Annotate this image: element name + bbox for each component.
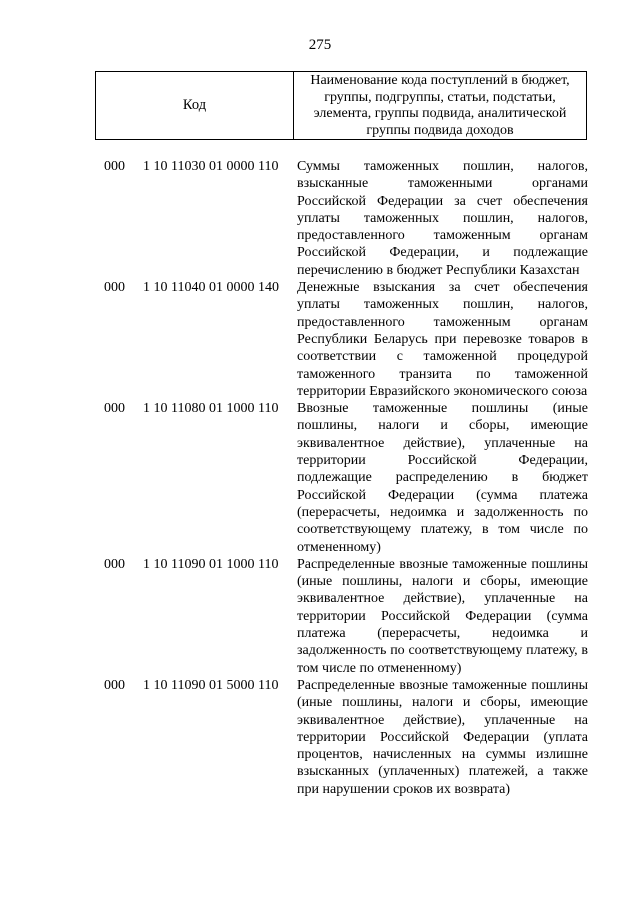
row-admin-code: 000	[104, 159, 125, 174]
row-income-code: 1 10 11030 01 0000 110	[143, 159, 279, 174]
table-row	[0, 279, 640, 400]
row-admin-code: 000	[104, 556, 125, 572]
page-number: 275	[308, 37, 332, 53]
table-row	[0, 677, 640, 798]
row-income-code: 1 10 11090 01 1000 110	[143, 556, 279, 572]
header-name-label: Наименование кода поступлений в бюджет, группы, подгруппы, статьи, подстатьи, элемента, группы подвида, аналитической группы подвида доходов	[310, 73, 570, 138]
row-income-code: 1 10 11040 01 0000 140	[143, 280, 279, 296]
row-description: Распределенные ввозные таможенные пошлины (иные пошлины, налоги и сборы, имеющие эквивалентное действие), уплаченные на территории Российской Федерации (уплата процентов, начисленных на суммы излишне взысканных (уплаченных) платежей, а также при нарушении сроков их возврата)	[297, 677, 588, 797]
row-admin-code: 000	[104, 677, 125, 693]
header-code-label: Код	[96, 72, 294, 139]
row-income-code: 1 10 11090 01 5000 110	[143, 677, 279, 693]
row-admin-code: 000	[104, 280, 125, 296]
table-row	[0, 556, 640, 677]
row-description: Ввозные таможенные пошлины (иные пошлины, налоги и сборы, имеющие эквивалентное действие), уплаченные на территории Российской Федерации, подлежащие распределению в бюджет Российской Федерации (сумма платежа (перерасчеты, недоимка и задолженность по соответствующему платежу, в том числе по отмененному)	[297, 401, 588, 555]
table-row	[0, 400, 640, 556]
table-row	[0, 158, 640, 279]
table-header	[95, 71, 587, 140]
row-description: Денежные взыскания за счет обеспечения уплаты таможенных пошлин, налогов, предоставленного таможенным органам Республики Беларусь при перевозке товаров в соответствии с таможенной процедурой таможенного транзита по таможенной территории Евразийского экономического союза	[297, 280, 588, 399]
row-admin-code: 000	[104, 401, 125, 417]
row-income-code: 1 10 11080 01 1000 110	[143, 401, 279, 417]
row-description: Суммы таможенных пошлин, налогов, взысканные таможенными органами Российской Федерации за счет обеспечения уплаты таможенных пошлин, налогов, предоставленного таможенным органам Российской Федерации, и подлежащие перечислению в бюджет Республики Казахстан	[297, 159, 588, 278]
table-body	[0, 158, 640, 798]
row-description: Распределенные ввозные таможенные пошлины (иные пошлины, налоги и сборы, имеющие эквивалентное действие), уплаченные на территории Российской Федерации (сумма платежа (перерасчеты, недоимка и задолженность по соответствующему платежу, в том числе по отмененному)	[297, 556, 588, 676]
